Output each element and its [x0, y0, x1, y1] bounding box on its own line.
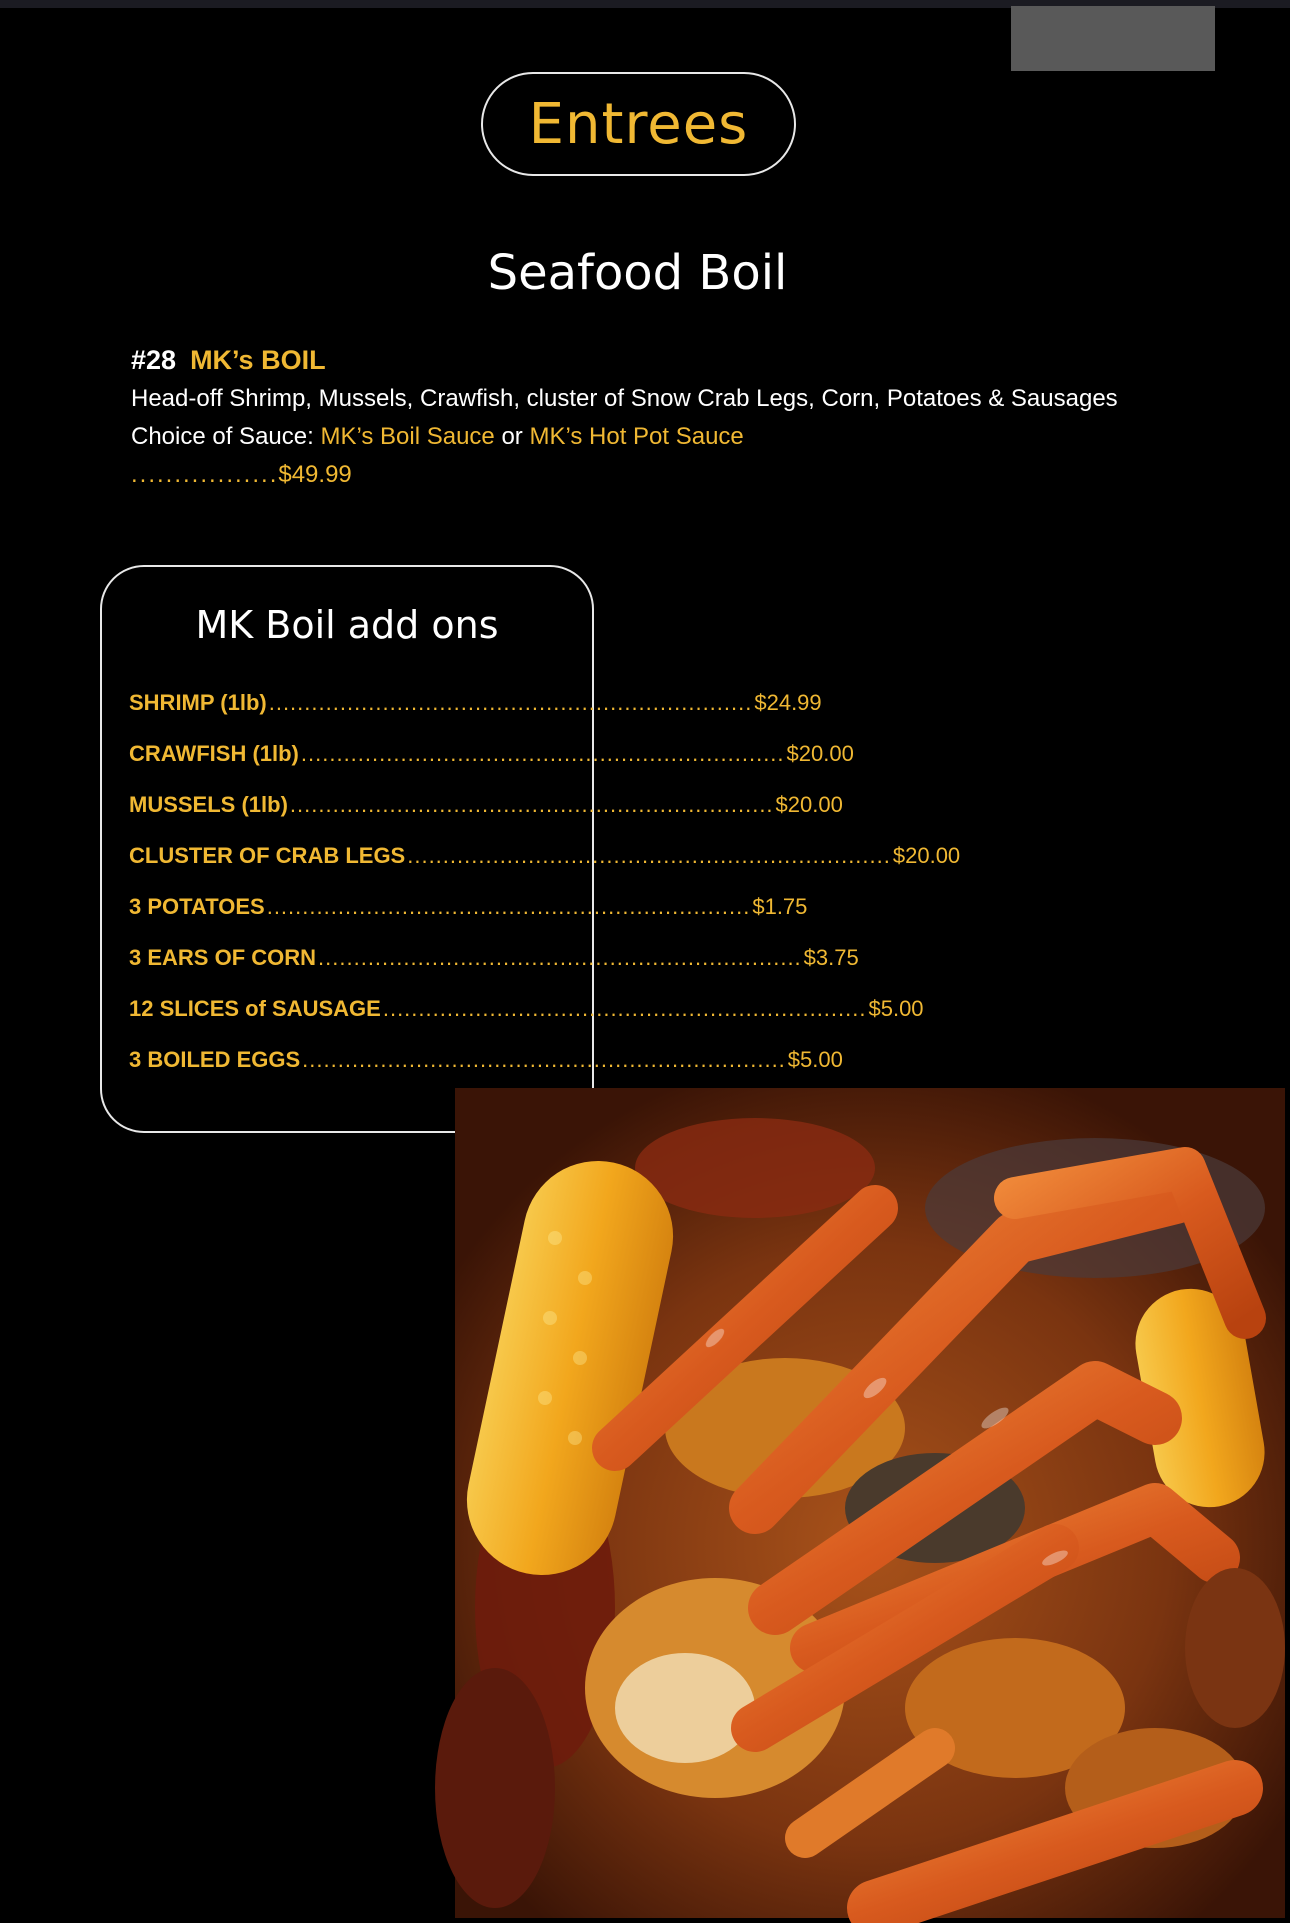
- dot-leader: ....................................................................: [289, 792, 774, 817]
- dot-leader: .................: [131, 461, 279, 488]
- addon-name: 3 EARS OF CORN: [129, 945, 317, 970]
- item-number: #28: [131, 345, 177, 375]
- addon-name: 3 POTATOES: [129, 894, 265, 919]
- addon-name: SHRIMP (1lb): [129, 690, 267, 715]
- gray-tab: [1011, 6, 1215, 71]
- item-name: MK’s BOIL: [190, 345, 326, 375]
- addon-name: CLUSTER OF CRAB LEGS: [129, 843, 406, 868]
- dot-leader: ....................................................................: [382, 996, 867, 1021]
- sauce-prefix: Choice of Sauce:: [131, 423, 314, 450]
- addon-name: CRAWFISH (1lb): [129, 741, 299, 766]
- item-heading: [131, 340, 1231, 380]
- sauce-option-boil: MK’s Boil Sauce: [320, 423, 495, 450]
- addon-price: $24.99: [754, 690, 822, 715]
- addon-name: MUSSELS (1lb): [129, 792, 288, 817]
- seafood-boil-photo: [455, 1088, 1285, 1918]
- sauce-or: or: [501, 423, 523, 450]
- addon-row: [129, 945, 859, 996]
- item-price-line: [131, 456, 1231, 494]
- dot-leader: ....................................................................: [268, 690, 753, 715]
- addon-row: [129, 996, 924, 1047]
- dot-leader: ....................................................................: [266, 894, 751, 919]
- entrees-title: Entrees: [528, 91, 749, 157]
- addon-name: 12 SLICES of SAUSAGE: [129, 996, 381, 1021]
- addon-price: $1.75: [752, 894, 808, 919]
- entrees-category-pill: [481, 72, 796, 176]
- sauce-option-hot-pot: MK’s Hot Pot Sauce: [529, 423, 744, 450]
- dot-leader: ....................................................................: [302, 1047, 786, 1072]
- addon-name: 3 BOILED EGGS: [129, 1047, 301, 1072]
- addon-price: $5.00: [868, 996, 924, 1021]
- addons-title: MK Boil add ons: [195, 603, 499, 647]
- addon-row: [129, 843, 961, 894]
- addon-row: [129, 792, 843, 843]
- addons-list: [129, 690, 961, 1098]
- addon-row: [129, 894, 808, 945]
- item-price: $49.99: [278, 461, 352, 488]
- dot-leader: ....................................................................: [318, 945, 802, 970]
- addon-price: $20.00: [892, 843, 961, 868]
- item-description: Head-off Shrimp, Mussels, Crawfish, cluster of Snow Crab Legs, Corn, Potatoes & Sausages: [131, 385, 1118, 412]
- dot-leader: ....................................................................: [407, 843, 891, 868]
- dot-leader: ....................................................................: [300, 741, 785, 766]
- section-title: Seafood Boil: [487, 245, 788, 301]
- addon-price: $5.00: [787, 1047, 843, 1072]
- addon-row: [129, 741, 854, 792]
- addon-row: [129, 690, 822, 741]
- menu-item-mks-boil: [131, 340, 1231, 494]
- addon-price: $20.00: [775, 792, 843, 817]
- seafood-boil-illustration: [455, 1088, 1285, 1918]
- addon-price: $20.00: [786, 741, 854, 766]
- addons-box: [100, 565, 961, 1133]
- addon-price: $3.75: [803, 945, 859, 970]
- item-sauce-choice: [131, 418, 1231, 456]
